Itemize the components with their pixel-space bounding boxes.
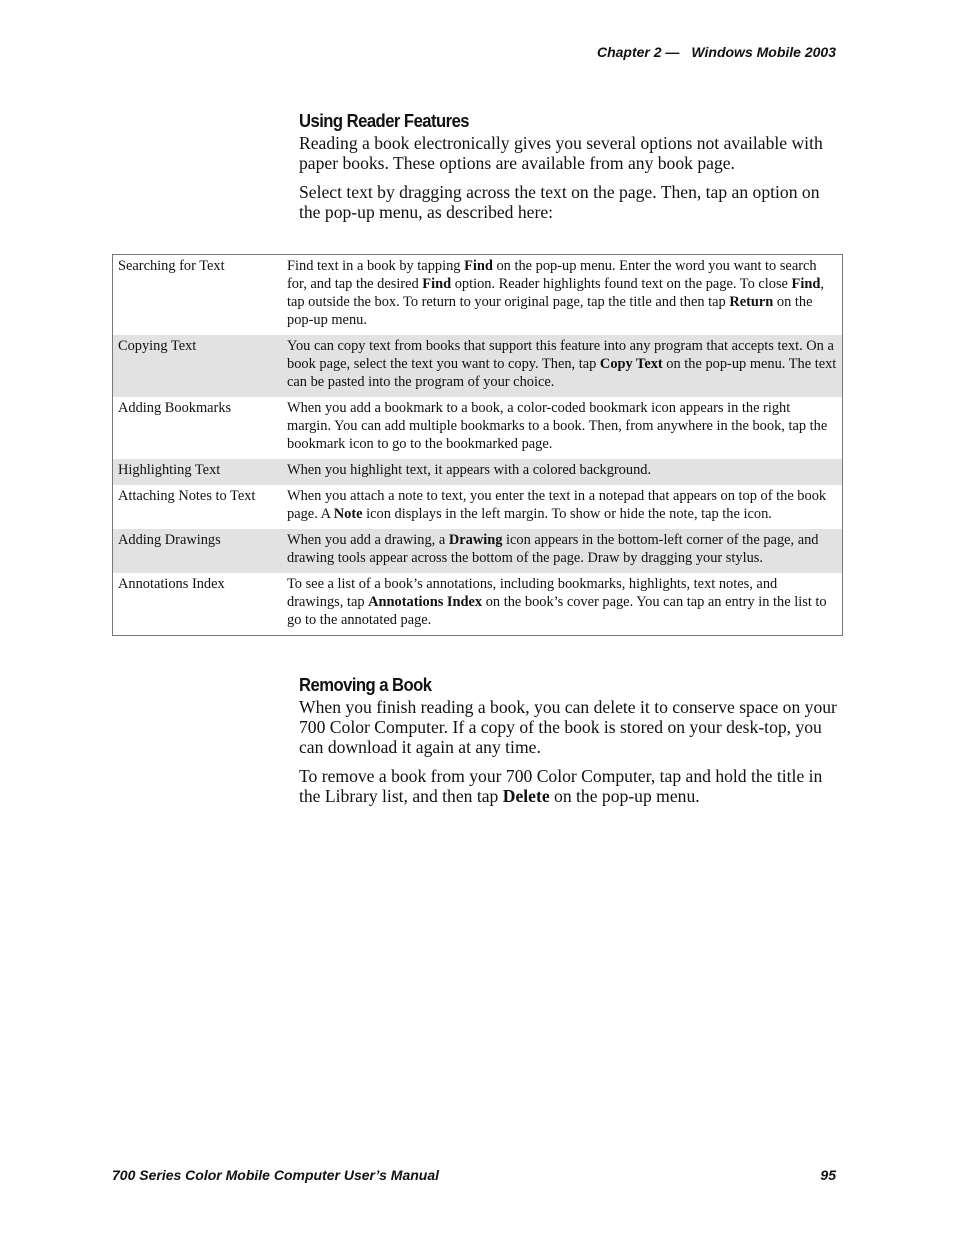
section-removing-a-book bbox=[299, 674, 839, 815]
feature-description: When you add a bookmark to a book, a color-coded bookmark icon appears in the right margin. You can add multiple bookmarks to a book. Then, from anywhere in the book, tap the bookmark icon to go to the bookmarked page. bbox=[287, 400, 828, 452]
feature-description: When you attach a note to text, you enter the text in a notepad that appears on top of the book page. A Note icon displays in the left margin. To show or hide the note, tap the icon. bbox=[287, 488, 827, 522]
paragraph: Select text by dragging across the text on the page. Then, tap an option on the pop-up menu, as described here: bbox=[299, 182, 820, 222]
feature-description: Find text in a book by tapping Find on the pop-up menu. Enter the word you want to search for, and tap the desired Find option. Reader highlights found text on the page. To close Find, tap outside the box. To return to your original page, tap the title and then tap Return on the pop-up menu. bbox=[287, 258, 824, 328]
section-using-reader-features bbox=[299, 110, 839, 231]
feature-name: Highlighting Text bbox=[113, 459, 283, 485]
footer-title: 700 Series Color Mobile Computer User’s Manual bbox=[112, 1167, 440, 1183]
feature-description: When you add a drawing, a Drawing icon appears in the bottom-left corner of the page, and drawing tools appear across the bottom of the page. Draw by dragging your stylus. bbox=[282, 529, 843, 573]
table-row bbox=[113, 459, 843, 485]
page-number: 95 bbox=[820, 1167, 836, 1183]
table-row bbox=[113, 485, 843, 529]
running-header bbox=[597, 44, 836, 60]
feature-name: Copying Text bbox=[113, 335, 283, 397]
paragraph: To remove a book from your 700 Color Computer, tap and hold the title in the Library list, and then tap Delete on the pop-up menu. bbox=[299, 766, 823, 806]
feature-description: To see a list of a book’s annotations, including bookmarks, highlights, text notes, and drawings, tap Annotations Index on the book’s cover page. You can tap an entry in the list to go to the annotated page. bbox=[287, 576, 827, 628]
feature-name: Adding Drawings bbox=[113, 529, 283, 573]
table-row bbox=[113, 573, 843, 636]
feature-description: You can copy text from books that support this feature into any program that accepts text. On a book page, select the text you want to copy. Then, tap Copy Text on the pop-up menu. The text can be pasted into the program of your choice. bbox=[282, 335, 843, 397]
feature-name: Attaching Notes to Text bbox=[118, 488, 256, 504]
feature-name: Searching for Text bbox=[118, 258, 225, 274]
section-heading: Removing a Book bbox=[299, 674, 432, 695]
running-footer bbox=[112, 1167, 836, 1183]
header-chapter: Chapter 2 — bbox=[596, 44, 680, 60]
paragraph: When you finish reading a book, you can delete it to conserve space on your 700 Color Computer. If a copy of the book is stored on your desk-top, you can download it again at any time. bbox=[299, 697, 837, 757]
reader-features-table bbox=[112, 254, 843, 636]
table-row bbox=[113, 397, 843, 459]
section-heading: Using Reader Features bbox=[299, 110, 470, 131]
feature-name: Adding Bookmarks bbox=[118, 400, 232, 416]
table-row bbox=[113, 255, 843, 336]
table-row bbox=[113, 335, 843, 397]
feature-description: When you highlight text, it appears with a colored background. bbox=[282, 459, 843, 485]
paragraph: Reading a book electronically gives you several options not available with paper books. These options are available from any book page. bbox=[299, 133, 823, 173]
feature-name: Annotations Index bbox=[118, 576, 225, 592]
table-row bbox=[113, 529, 843, 573]
header-title: Windows Mobile 2003 bbox=[691, 44, 836, 60]
